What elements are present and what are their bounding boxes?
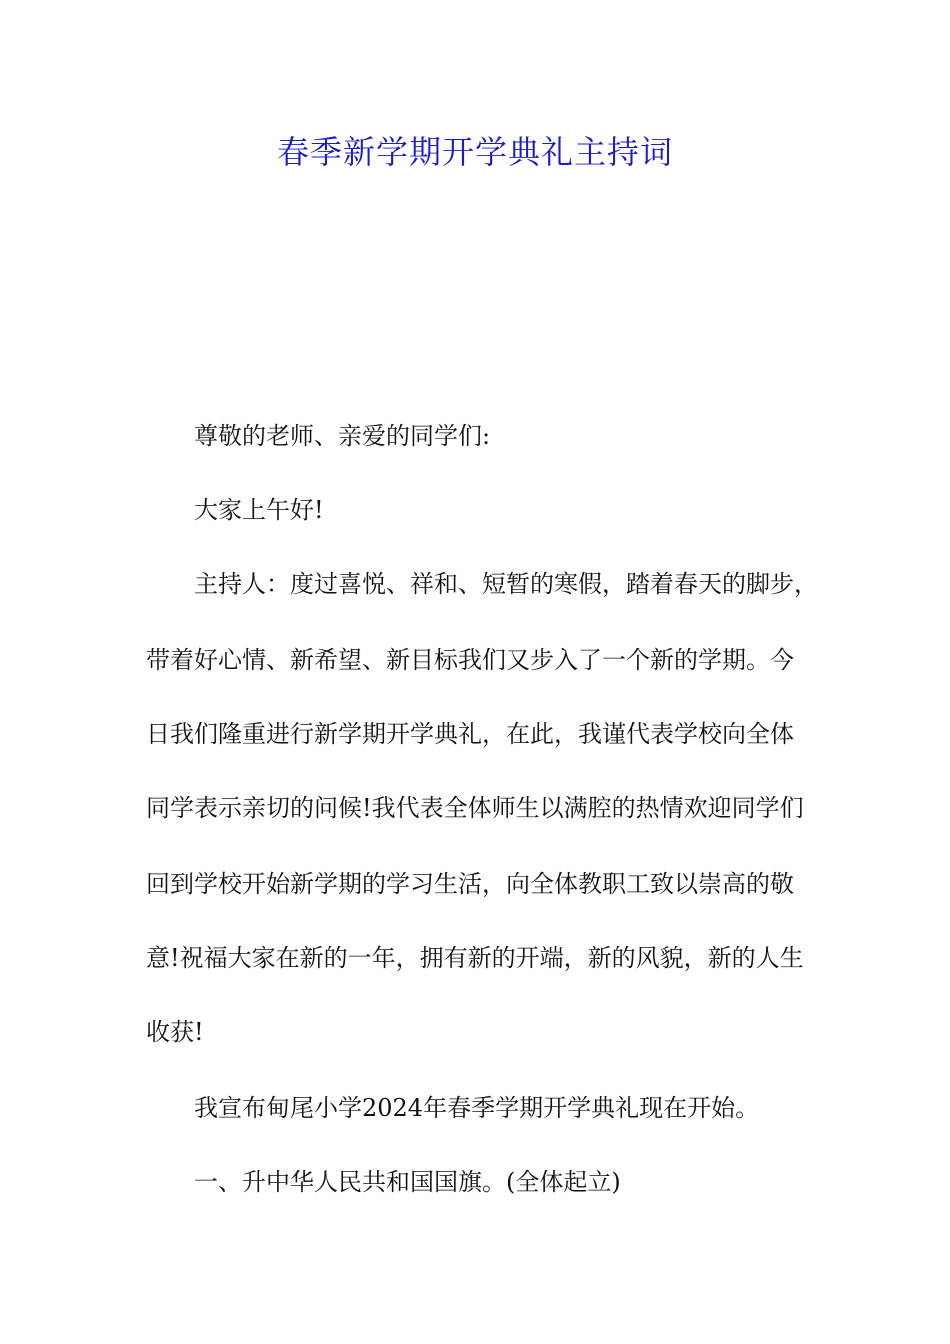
document-title: 春季新学期开学典礼主持词 — [276, 133, 673, 171]
agenda-item-line: 一、升中华人民共和国国旗。(全体起立) — [194, 1168, 621, 1196]
paragraph-line: 日我们隆重进行新学期开学典礼，在此，我谨代表学校向全体 — [146, 720, 794, 748]
paragraph-line: 同学表示亲切的问候!我代表全体师生以满腔的热情欢迎同学们 — [146, 794, 804, 822]
paragraph-line: 带着好心情、新希望、新目标我们又步入了一个新的学期。今 — [146, 646, 794, 674]
paragraph-line: 主持人：度过喜悦、祥和、短暂的寒假，踏着春天的脚步， — [194, 570, 818, 598]
salutation-line: 尊敬的老师、亲爱的同学们: — [194, 422, 491, 450]
paragraph-line: 收获! — [146, 1018, 204, 1046]
announcement-line: 我宣布甸尾小学2024年春季学期开学典礼现在开始。 — [194, 1094, 760, 1122]
paragraph-line: 回到学校开始新学期的学习生活，向全体教职工致以崇高的敬 — [146, 870, 794, 898]
paragraph-line: 意!祝福大家在新的一年，拥有新的开端，新的风貌，新的人生 — [146, 944, 804, 972]
greeting-line: 大家上午好! — [194, 496, 324, 524]
